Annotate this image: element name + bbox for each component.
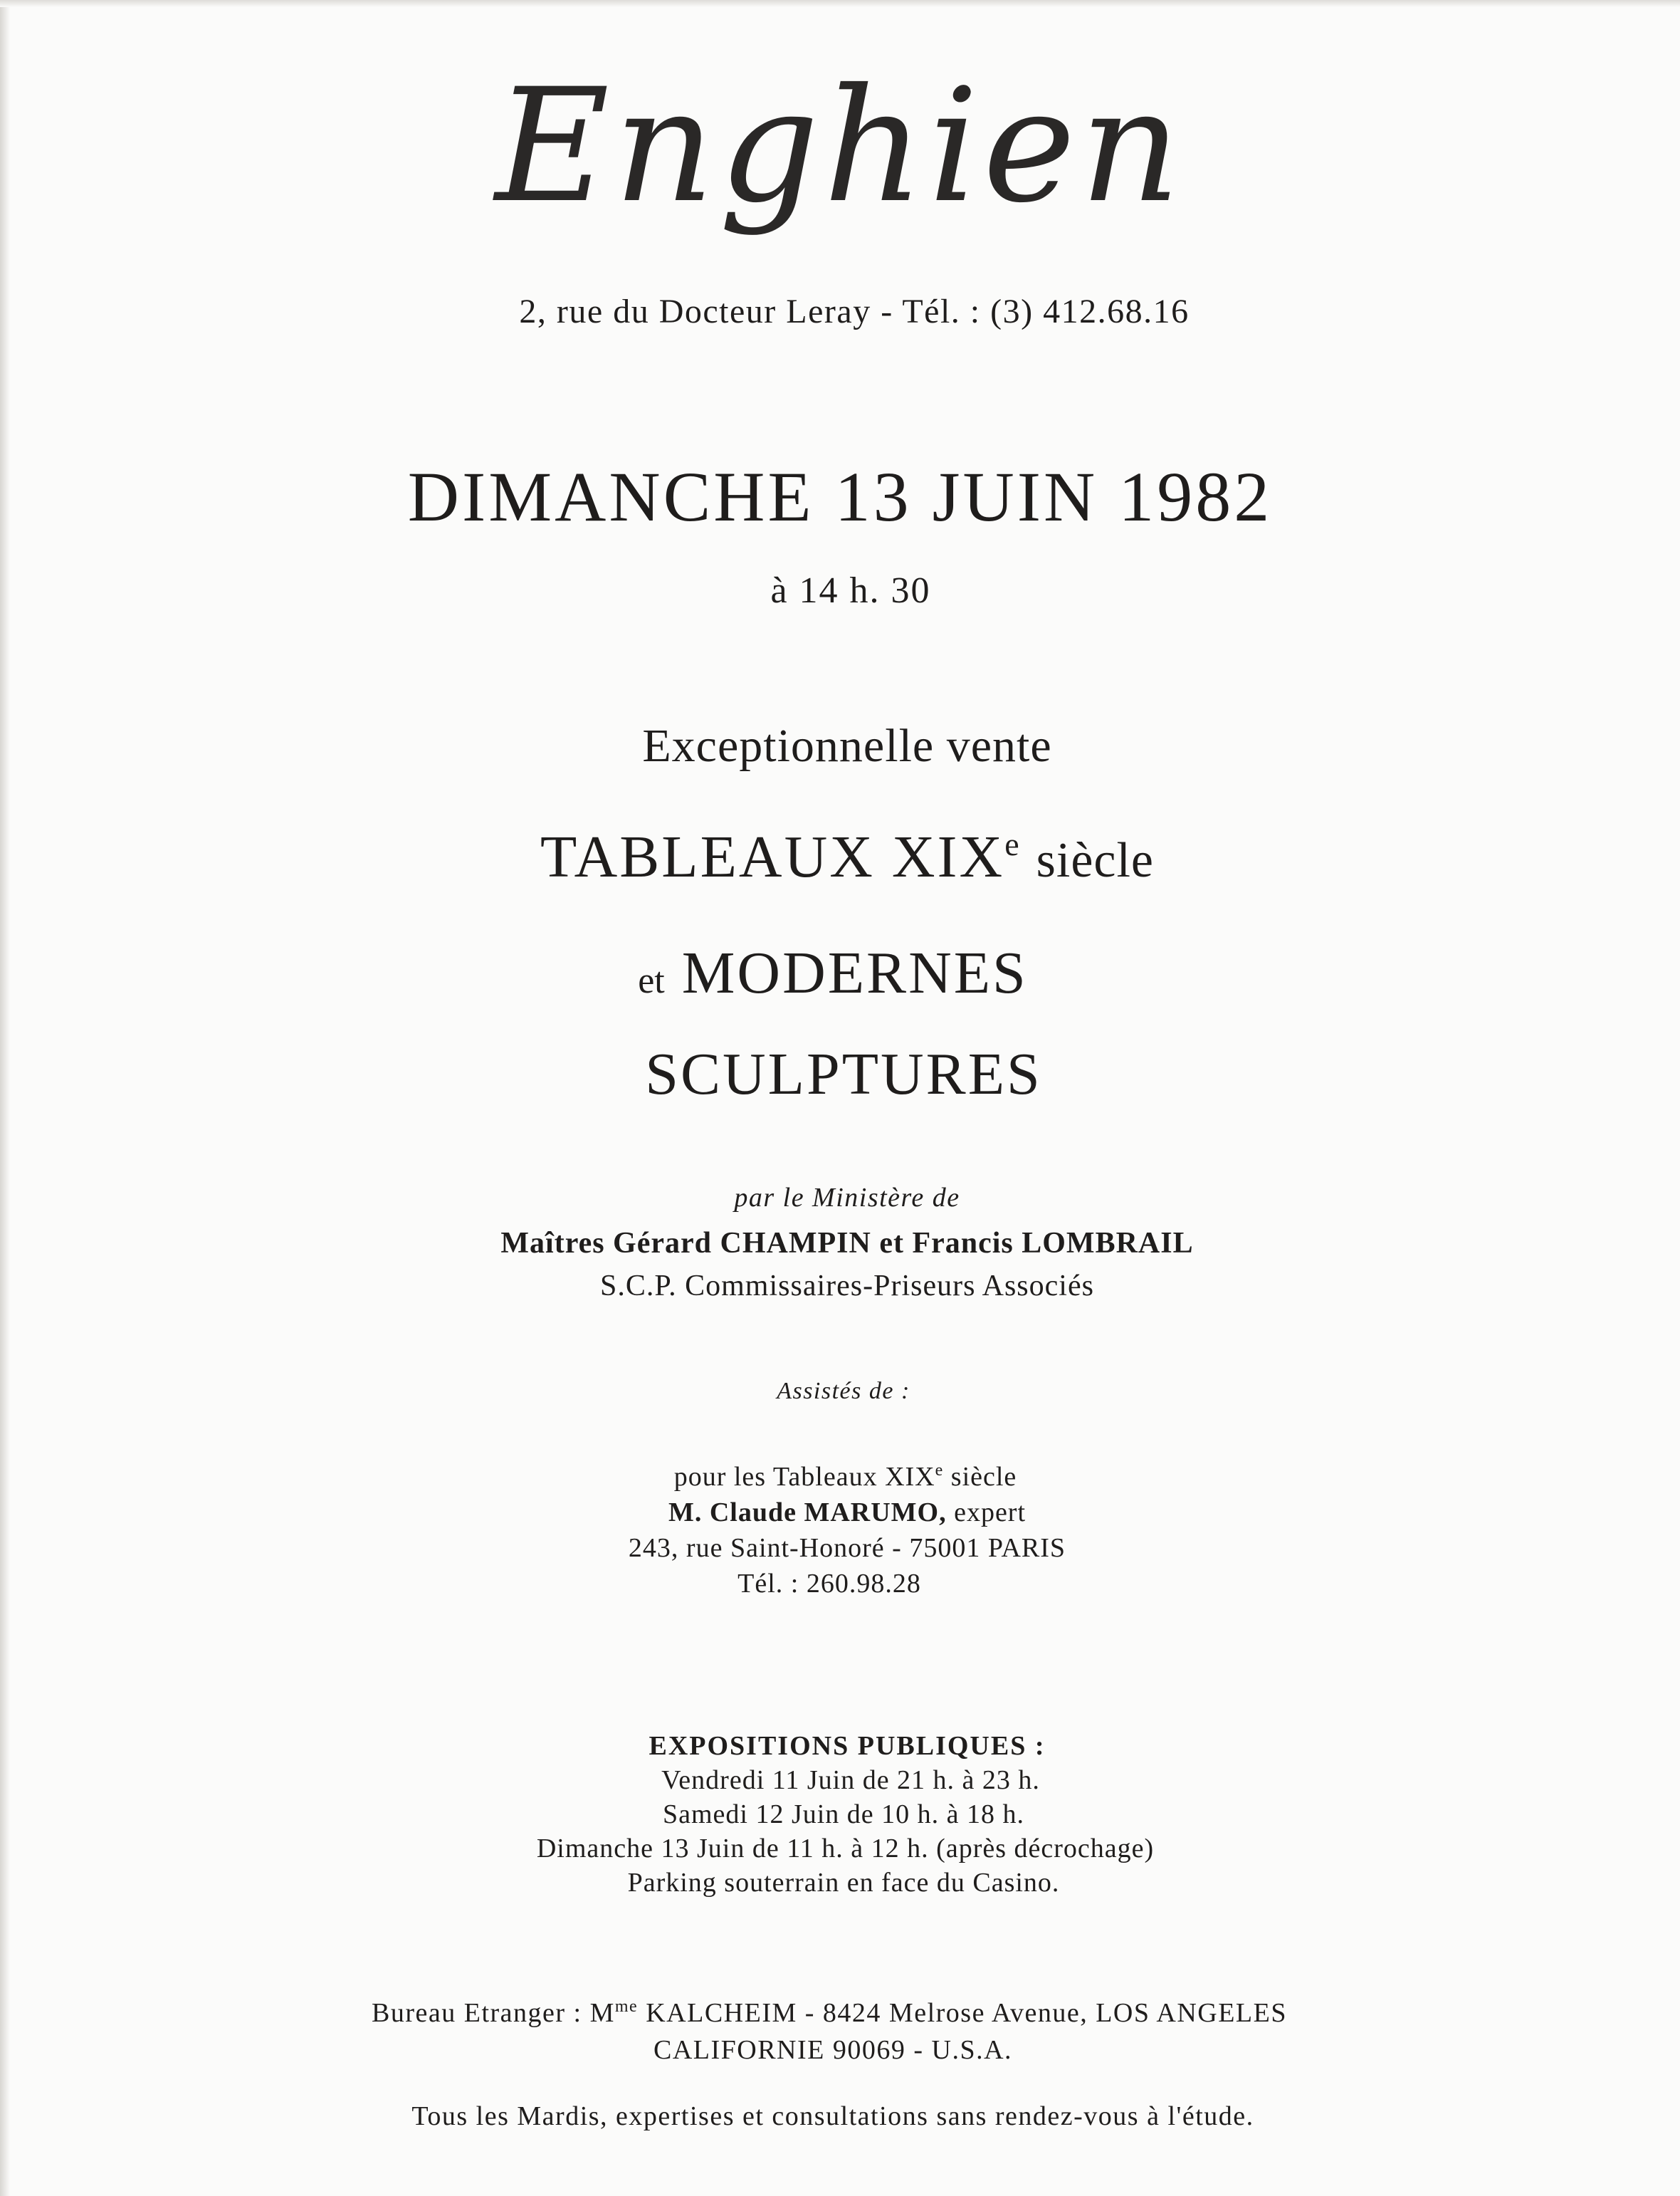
exhibitions-block [0,1729,1680,1900]
expert-topic [11,1453,1680,1495]
expert-address: 243, rue Saint-Honoré - 75001 PARIS [628,1533,1066,1563]
expert-block [0,1453,1680,1601]
expert-role: expert [954,1497,1027,1527]
page-top-edge-shadow [0,0,1680,7]
foreign-office-address: KALCHEIM - 8424 Melrose Avenue, LOS ANGELES [646,1998,1287,2028]
parking-note: Parking souterrain en face du Casino. [627,1868,1060,1898]
venue-address: 2, rue du Docteur Leray - Tél. : (3) 412.68.16 [519,293,1190,330]
sale-intro: Exceptionnelle vente [642,720,1052,772]
foreign-office-sup: me [614,1997,639,2016]
auctioneer-company: S.C.P. Commissaires-Priseurs Associés [600,1270,1094,1302]
expert-name-line [14,1495,1680,1530]
exhibitions-title: EXPOSITIONS PUBLIQUES : [649,1731,1046,1761]
expert-phone: Tél. : 260.98.28 [737,1569,921,1599]
title-conjunction: et [638,961,665,1001]
assistance-intro: Assistés de : [777,1378,910,1404]
foreign-office-line-2: CALIFORNIE 90069 - U.S.A. [653,2035,1013,2065]
foreign-office-prefix: Bureau Etranger : M [372,1998,615,2028]
foreign-office-block [0,1988,1680,2069]
sale-time: à 14 h. 30 [770,570,931,611]
expert-name: M. Claude MARUMO, [668,1497,947,1527]
enghien-logo: Enghien [495,55,1185,237]
expert-topic-suffix: siècle [950,1462,1017,1492]
title-century: siècle [1036,833,1154,888]
title-main: TABLEAUX XIX [540,824,1005,890]
foreign-office-line-1 [0,1988,1680,2032]
sale-title-line-1 [7,822,1680,892]
title-modern: MODERNES [681,940,1028,1006]
expert-topic-prefix: pour les Tableaux XIX [673,1462,935,1492]
ministry-intro: par le Ministère de [734,1183,960,1213]
exhibition-line: Dimanche 13 Juin de 11 h. à 12 h. (après décrochage) [536,1834,1155,1863]
exhibition-line: Vendredi 11 Juin de 21 h. à 23 h. [661,1765,1040,1795]
footer-note: Tous les Mardis, expertises et consultations sans rendez-vous à l'étude. [411,2101,1254,2131]
exhibition-line: Samedi 12 Juin de 10 h. à 18 h. [662,1799,1025,1829]
expert-topic-sup: e [935,1461,944,1480]
sale-date: DIMANCHE 13 JUIN 1982 [407,457,1273,536]
sale-title-line-2 [0,938,1673,1008]
title-superscript: e [1004,826,1019,862]
auctioneer-names: Maîtres Gérard CHAMPIN et Francis LOMBRAIL [500,1227,1194,1260]
sale-title-line-3: SCULPTURES [645,1041,1042,1107]
